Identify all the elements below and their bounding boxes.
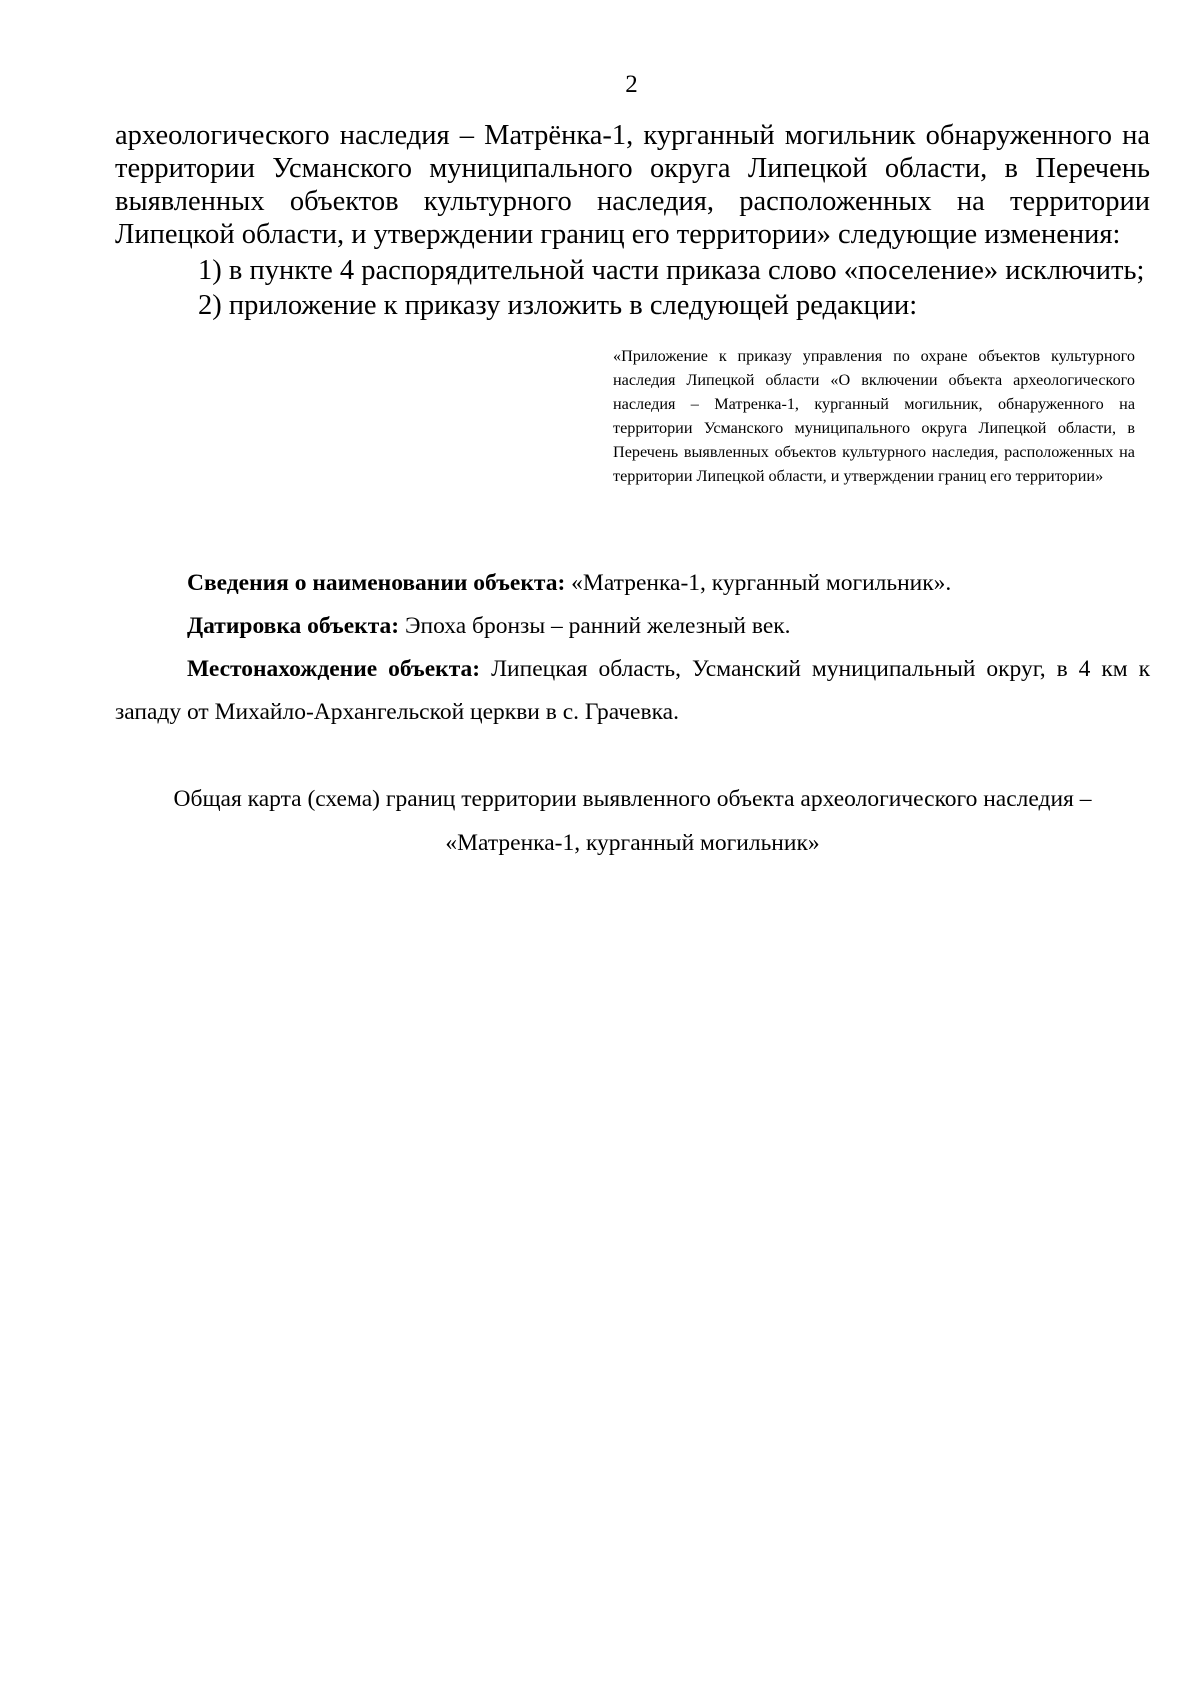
object-name-value: «Матренка-1, курганный могильник». (565, 570, 952, 596)
page-number: 2 (625, 71, 638, 98)
amendment-item-1: 1) в пункте 4 распорядительной части приказа слово «поселение» исключить; (198, 255, 1145, 286)
map-title-line-1: Общая карта (схема) границ территории выявленного объекта археологического наследия – (173, 786, 1092, 812)
object-location-line (115, 648, 1150, 734)
object-dating-value: Эпоха бронзы – ранний железный век. (399, 613, 791, 639)
map-title-line-2: «Матренка-1, курганный могильник» (445, 830, 820, 856)
intro-paragraph: археологического наследия – Матрёнка-1, курганный могильник обнаруженного на территории Усманского муниципального округа Липецкой области, в Перечень выявленных объектов культурного наследия, расположенных на территории Липецкой области, и утверждении границ его территории» следующие изменения: (115, 120, 1150, 250)
object-location-value: Липецкая область, Усманский муниципальный округ, в 4 км к западу от Михайло-Архангельской церкви в с. Грачевка. (115, 656, 1150, 725)
map-title (115, 777, 1150, 865)
object-name-label: Сведения о наименовании объекта: (187, 570, 566, 596)
amendment-item-2: 2) приложение к приказу изложить в следующей редакции: (198, 290, 918, 321)
object-dating-label: Датировка объекта: (187, 613, 400, 639)
appendix-header-note: «Приложение к приказу управления по охране объектов культурного наследия Липецкой области «О включении объекта археологического наследия – Матренка-1, курганный могильник, обнаруженного на территории Усманского муниципального округа Липецкой области, в Перечень выявленных объектов культурного наследия, расположенных на территории Липецкой области, и утверждении границ его территории» (613, 347, 1135, 485)
object-dating-line (115, 605, 1150, 648)
object-location-label: Местонахождение объекта: (187, 656, 481, 682)
object-name-line (115, 562, 1150, 605)
